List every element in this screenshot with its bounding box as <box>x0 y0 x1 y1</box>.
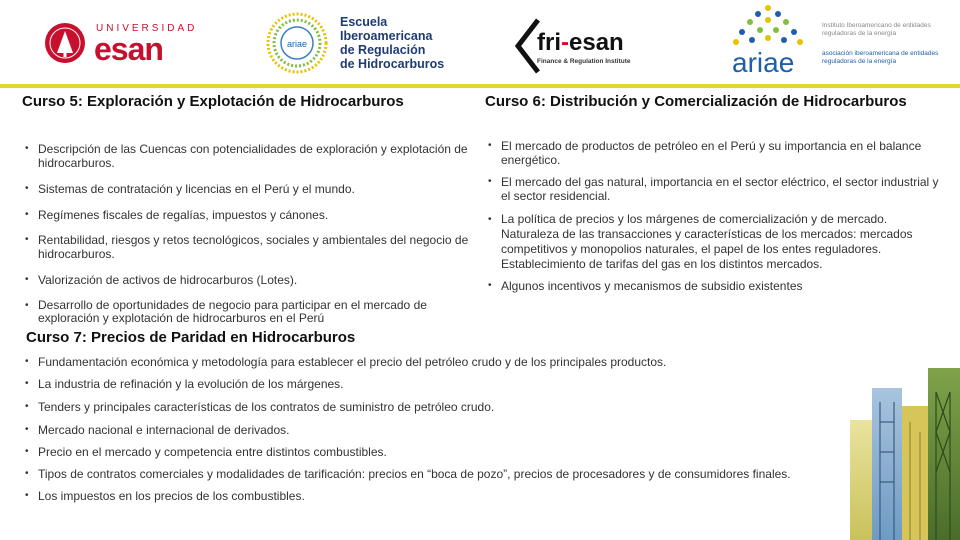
ariae-dots-icon <box>728 4 808 52</box>
friesan-logo <box>512 16 642 78</box>
industrial-scene-icon <box>850 362 960 540</box>
list-item: • Algunos incentivos y mecanismos de subsidio existentes <box>485 279 945 293</box>
list-item: • Fundamentación económica y metodología para establecer el precio del petróleo crudo y de los principales productos. <box>22 355 792 369</box>
esan-seal-icon <box>44 22 86 64</box>
escuela-line: de Hidrocarburos <box>340 57 445 71</box>
list-item: • Regímenes fiscales de regalías, impuestos y cánones. <box>22 208 474 222</box>
escuela-line: Escuela <box>340 15 388 29</box>
ariae-description <box>822 22 956 65</box>
header-divider <box>0 84 960 88</box>
esan-wordmark: esan <box>94 31 163 67</box>
esan-university-label: UNIVERSIDAD <box>96 23 198 34</box>
list-item: • Sistemas de contratación y licencias en el Perú y el mundo. <box>22 182 474 196</box>
escuela-line: Iberoamericana <box>340 29 433 43</box>
course6-title: Curso 6: Distribución y Comercialización de Hidrocarburos <box>485 93 907 110</box>
ariae-text-1: Instituto Iberoamericano de entidades reguladoras de la energía <box>822 22 931 37</box>
friesan-subtitle: Finance & Regulation Institute <box>537 58 631 65</box>
escuela-seal-text: ariae <box>286 39 308 49</box>
list-item: • Mercado nacional e internacional de derivados. <box>22 423 792 437</box>
list-item: • Tipos de contratos comerciales y modalidades de tarificación: precios en “boca de pozo”, precios de procesadores y de consumidores finales. <box>22 467 792 481</box>
ariae-logo <box>728 4 818 78</box>
list-item: • La industria de refinación y la evolución de los márgenes. <box>22 377 792 391</box>
course6-list <box>485 139 945 293</box>
ariae-text-2: asociación iberoamericana de entidades reguladoras de la energía <box>822 50 939 65</box>
course7-title: Curso 7: Precios de Paridad en Hidrocarburos <box>26 329 356 346</box>
list-item: • Precio en el mercado y competencia entre distintos combustibles. <box>22 445 792 459</box>
list-item: • El mercado de productos de petróleo en el Perú y su importancia en el balance energético. <box>485 139 945 167</box>
list-item: • Rentabilidad, riesgos y retos tecnológicos, sociales y ambientales del negocio de hidrocarburos. <box>22 233 474 261</box>
industrial-photo-corner <box>850 362 960 540</box>
escuela-seal-icon <box>266 12 328 74</box>
list-item: • El mercado del gas natural, importancia en el sector eléctrico, el sector industrial y el sector residencial. <box>485 175 945 203</box>
list-item: • Descripción de las Cuencas con potencialidades de exploración y explotación de hidrocarburos. <box>22 142 474 170</box>
escuela-logo <box>266 12 466 76</box>
list-item: • Desarrollo de oportunidades de negocio para participar en el mercado de exploración y explotación de hidrocarburos en el Perú <box>22 299 474 325</box>
esan-logo <box>44 20 198 67</box>
escuela-name <box>340 15 444 71</box>
escuela-line: de Regulación <box>340 43 426 57</box>
list-item: • La política de precios y los márgenes de comercialización y de mercado. Naturaleza de las transacciones y características de los mercados: mercados competitivos y monopolios naturales, el papel de los entes reguladores. Establecimiento de tarifas del gas en los distintos mercados. <box>485 212 945 272</box>
friesan-part1: fri <box>537 29 561 56</box>
ariae-wordmark: ariae <box>732 47 795 78</box>
list-item: • Los impuestos en los precios de los combustibles. <box>22 489 792 503</box>
friesan-part2: esan <box>569 29 624 56</box>
list-item: • Valorización de activos de hidrocarburos (Lotes). <box>22 273 474 287</box>
logo-bar <box>0 0 960 84</box>
course5-list <box>22 142 474 325</box>
list-item: • Tenders y principales características de los contratos de suministro de petróleo crudo. <box>22 400 792 414</box>
friesan-dash: - <box>561 29 569 56</box>
friesan-wordmark <box>537 30 624 56</box>
course7-list <box>22 355 792 503</box>
course5-title: Curso 5: Exploración y Explotación de Hidrocarburos <box>22 93 404 110</box>
